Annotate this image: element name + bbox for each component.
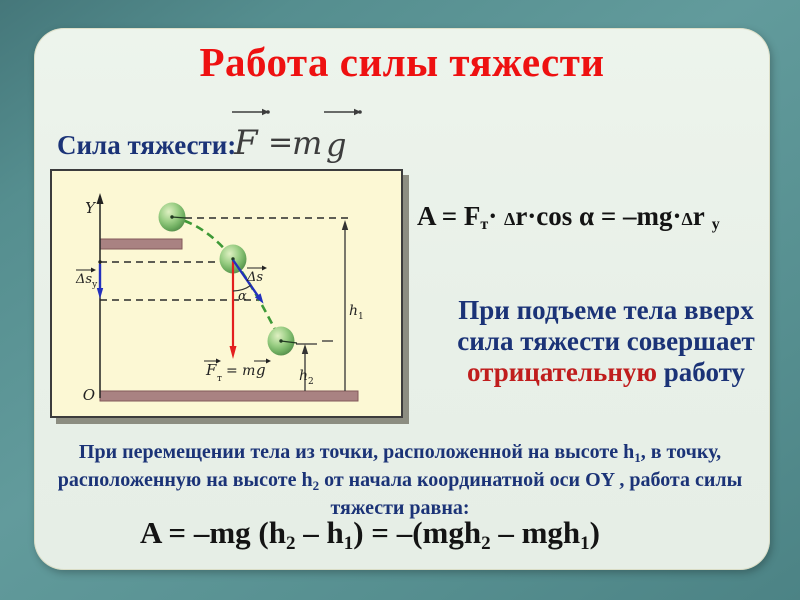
work-formula-sub-t: т (480, 216, 489, 233)
note-tail: работу (657, 357, 745, 387)
vector-arrow-over-g (324, 109, 362, 115)
note-line3 (428, 357, 784, 388)
note-line2: сила тяжести совершает (457, 326, 755, 356)
work-formula-part: r·cos α = –mg· (515, 201, 682, 231)
work-formula (417, 201, 720, 232)
svg-text:= m: = m (226, 363, 256, 379)
formula-F: F (234, 123, 258, 163)
work-formula-part: · (488, 201, 505, 231)
y-axis-label: Y (85, 199, 95, 217)
formula-m: m (292, 124, 323, 162)
physics-diagram (50, 169, 403, 418)
slide-title: Работа силы тяжести (199, 39, 605, 85)
svg-text:g: g (256, 361, 266, 379)
svg-text:F: F (206, 361, 217, 379)
note-highlight: отрицательную (467, 357, 658, 387)
work-formula-sub-y: y (711, 216, 720, 233)
work-formula-part: r (692, 201, 705, 231)
work-formula-delta: Δ (504, 209, 516, 229)
work-formula-delta: Δ (681, 209, 693, 229)
note-text (428, 295, 784, 388)
formula-g: g (326, 126, 347, 164)
svg-text:h1: $h_1$ (349, 303, 364, 322)
svg-text:Δs: Δs (247, 270, 264, 285)
alpha-label: α (238, 289, 247, 304)
gravity-formula-figure (228, 98, 373, 168)
shelf-bar (100, 239, 182, 249)
paragraph-line1: При перемещении тела из точки, расположенной на высоте $h_1$, в точку, (78, 441, 722, 465)
paragraph-line2: расположенную на высоте $h_2$ от начала координатной оси OY , работа силы (57, 469, 743, 493)
svg-text:т: т (217, 374, 222, 384)
paragraph-text (48, 439, 752, 521)
svg-text:h2: $h_2$ (299, 368, 314, 387)
gravity-force-label: Сила тяжести: (57, 130, 237, 160)
ground-bar (100, 391, 358, 401)
vector-arrow-over-F (232, 109, 270, 115)
svg-text:Δsy: $\Delta s_y$ (76, 272, 98, 290)
note-line1: При подъеме тела вверх (458, 295, 754, 325)
origin-label: O (82, 386, 95, 404)
work-formula-part: A = F (417, 201, 481, 231)
diagram-frame (51, 170, 402, 417)
formula-equals: = (268, 125, 294, 160)
paragraph-line3: тяжести равна: (330, 497, 470, 519)
result-formula: A = –mg $(h_2 - h_1) = -(mgh_2 - mgh_1)$ (139, 515, 600, 554)
